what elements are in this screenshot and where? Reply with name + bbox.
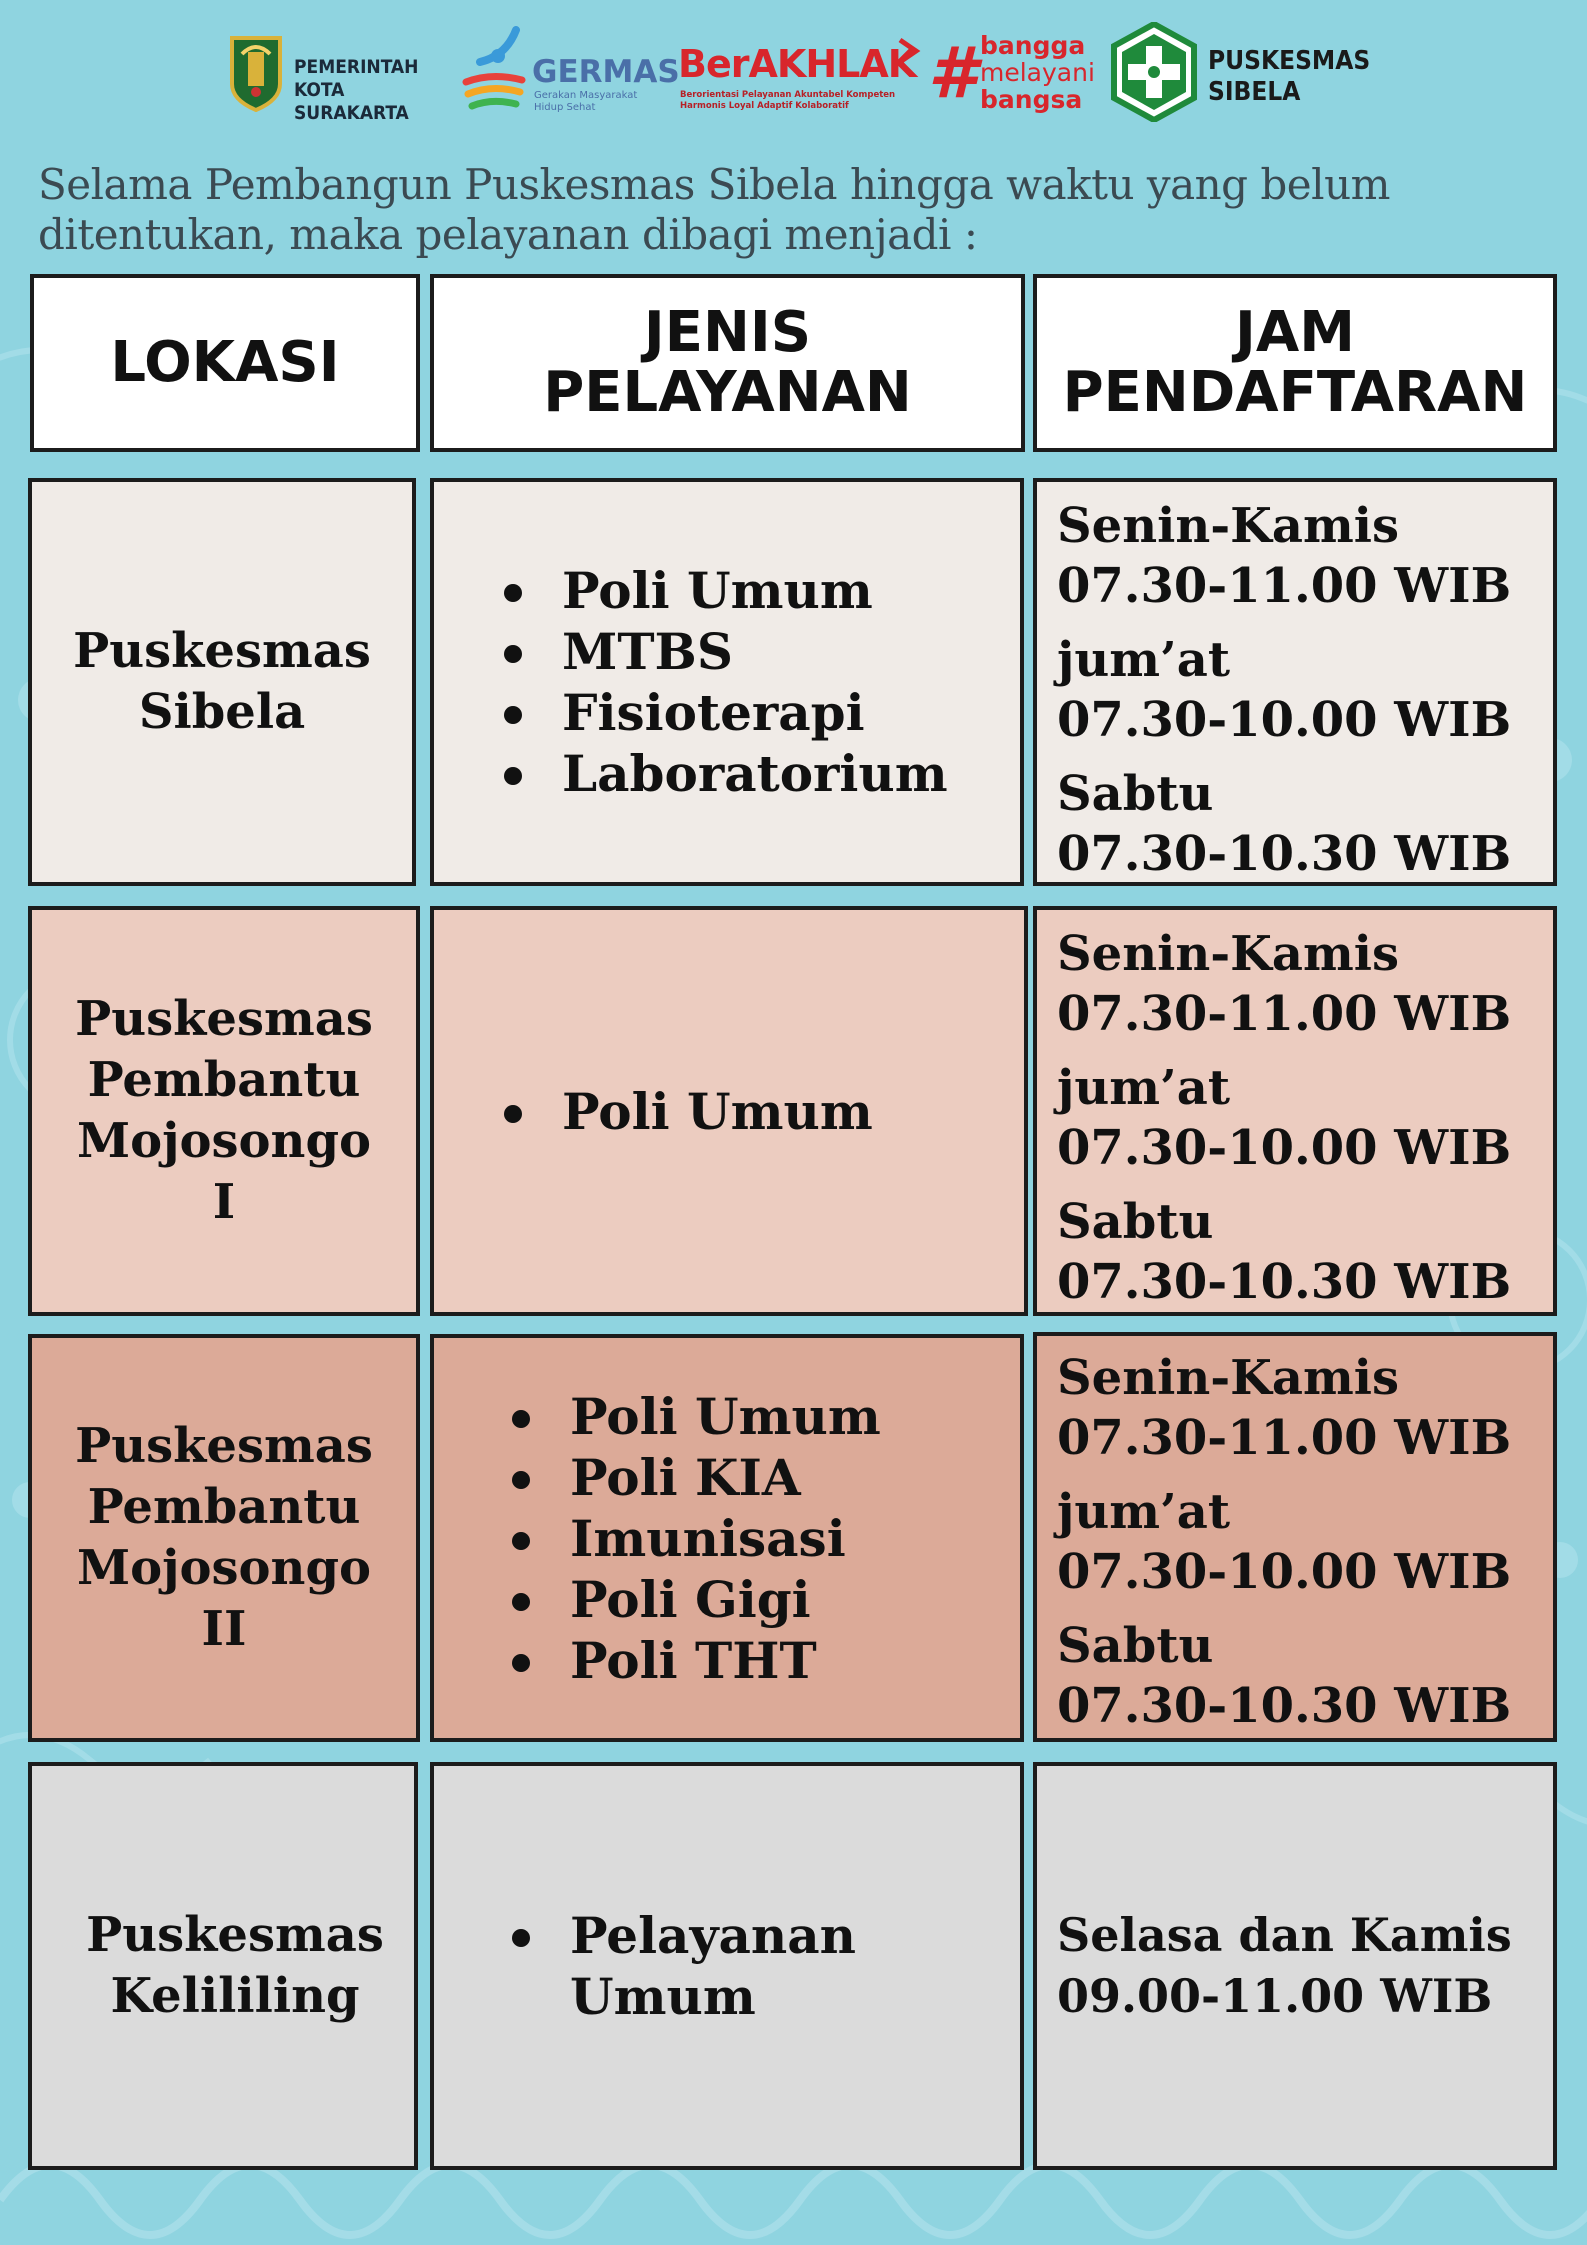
row3-schedule-time: 07.30-10.30 WIB [1057,1678,1512,1734]
hashtag-glyph: # [928,32,977,114]
sibela-line1: PUSKESMAS [1208,46,1371,76]
berakhlak-logo [678,42,928,122]
row1-service-item: Fisioterapi [504,682,948,743]
row1-service-item: MTBS [504,621,948,682]
row2-location-line4: I [212,1174,236,1230]
germas-sub2: Hidup Sehat [534,102,596,113]
row2-schedule-time: 07.30-11.00 WIB [1057,986,1512,1042]
header-lokasi-label: LOKASI [110,330,340,395]
row1-service-item: Laboratorium [504,743,948,804]
row1-schedule-day: Sabtu [1057,766,1214,822]
row3-service-item: Poli Umum [512,1386,881,1447]
row3-schedule-time: 07.30-10.00 WIB [1057,1544,1512,1600]
header-jam-line1: JAM [1235,300,1355,365]
bangga-line3: bangsa [980,85,1083,114]
bangga-line2: melayani [980,58,1095,87]
row1-location-line1: Puskesmas [73,623,371,679]
row1-location-line2: Sibela [138,684,306,740]
row2-schedule-time: 07.30-10.30 WIB [1057,1254,1512,1310]
row3-location-line4: II [201,1601,247,1657]
row1-services [430,478,1024,886]
row3-schedule-day: Senin-Kamis [1057,1350,1400,1406]
row2-location-line1: Puskesmas [75,991,373,1047]
row1-schedule-time: 07.30-10.30 WIB [1057,826,1512,882]
intro-line1: Selama Pembangun Puskesmas Sibela hingga waktu yang belum [38,160,1390,209]
puskesmas-sibela-logo [1108,22,1371,122]
header-jam-pendaftaran [1033,274,1557,452]
bangga-line1: bangga [980,31,1086,60]
row2-schedule-time: 07.30-10.00 WIB [1057,1120,1512,1176]
row3-schedule-day: jum’at [1057,1484,1231,1540]
row3-location-line2: Pembantu [87,1479,361,1535]
row3-location-line1: Puskesmas [75,1418,373,1474]
row4-services [430,1762,1024,2170]
row3-location-line3: Mojosongo [76,1540,372,1596]
pemkot-line1: PEMERINTAH [294,56,419,78]
row4-location-line1: Puskesmas [86,1907,384,1963]
row2-schedule-day: Sabtu [1057,1194,1214,1250]
row4-schedule-line2: 09.00-11.00 WIB [1057,1969,1493,2023]
berakhlak-sub2: Harmonis Loyal Adaptif Kolaboratif [680,101,849,111]
row1-schedule-day: Senin-Kamis [1057,498,1400,554]
row2-schedule-day: Senin-Kamis [1057,926,1400,982]
row3-services [430,1334,1024,1742]
pemkot-surakarta-logo [228,34,458,124]
pemkot-line2: KOTA SURAKARTA [294,79,409,124]
row4-schedule [1033,1762,1557,2170]
bangga-melayani-bangsa-logo [928,26,1128,126]
row4-service-item: Pelayanan Umum [512,1905,900,2027]
berakhlak-title: BerAKHLAK [678,42,917,86]
header-jenis-line2: PELAYANAN [543,360,912,425]
row3-schedule [1033,1332,1557,1742]
row1-location [28,478,416,886]
row1-schedule [1033,478,1557,886]
header-jam-line2: PENDAFTARAN [1062,360,1528,425]
germas-sub1: Gerakan Masyarakat [534,90,638,101]
row2-location [28,906,420,1316]
germas-logo [458,26,680,121]
intro-line2: ditentukan, maka pelayanan dibagi menjadi : [38,210,978,259]
row1-schedule-time: 07.30-10.00 WIB [1057,692,1512,748]
row2-service-item: Poli Umum [504,1081,873,1142]
row3-service-item: Poli Gigi [512,1569,881,1630]
row2-location-line2: Pembantu [87,1052,361,1108]
row3-service-item: Poli KIA [512,1447,881,1508]
row1-service-item: Poli Umum [504,560,948,621]
row3-schedule-day: Sabtu [1057,1618,1214,1674]
row4-location [28,1762,418,2170]
header-jenis-pelayanan [430,274,1025,452]
row3-location [28,1334,420,1742]
chevron-right-icon [896,36,922,66]
row3-service-item: Poli THT [512,1630,881,1691]
sibela-line2: SIBELA [1208,77,1301,107]
germas-figure-icon [458,26,532,121]
row3-service-item: Imunisasi [512,1508,881,1569]
header-lokasi [30,274,420,452]
header-logos [228,22,1378,122]
row2-location-line3: Mojosongo [76,1113,372,1169]
row2-schedule [1033,906,1557,1316]
berakhlak-sub1: Berorientasi Pelayanan Akuntabel Kompeten [680,90,896,100]
row1-schedule-time: 07.30-11.00 WIB [1057,558,1512,614]
header-jenis-line1: JENIS [643,300,812,365]
row4-location-line2: Kelililing [110,1968,360,2024]
row2-schedule-day: jum’at [1057,1060,1231,1116]
row3-schedule-time: 07.30-11.00 WIB [1057,1410,1512,1466]
medical-cross-icon [1108,22,1200,122]
intro-paragraph [38,160,1558,260]
row1-schedule-day: jum’at [1057,632,1231,688]
row2-services [430,906,1028,1316]
germas-title: GERMAS [532,54,680,90]
surakarta-emblem-icon [228,34,284,112]
row4-schedule-line1: Selasa dan Kamis [1057,1908,1512,1962]
